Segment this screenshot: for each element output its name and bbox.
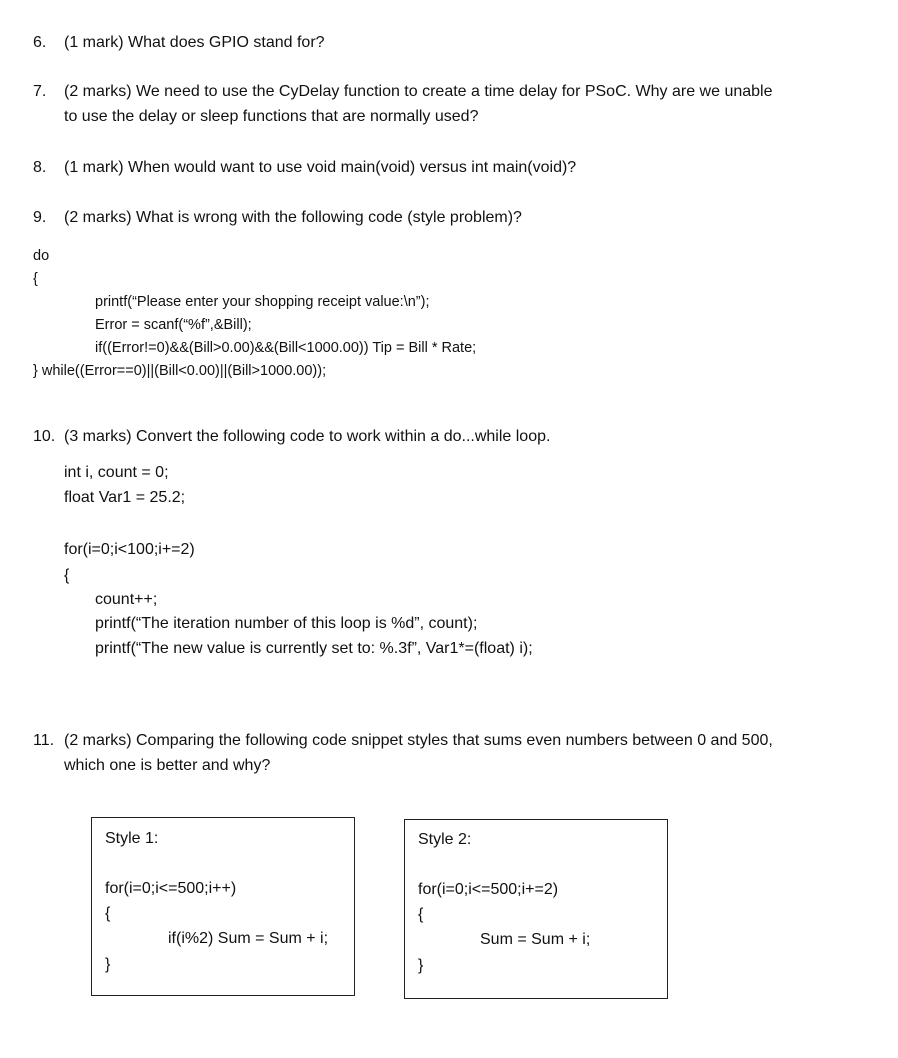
question-text: (3 marks) Convert the following code to work within a do...while loop. (64, 428, 551, 445)
style-2-title: Style 2: (418, 831, 472, 848)
question-text-continued: to use the delay or sleep functions that are normally used? (64, 108, 479, 125)
code-line: printf(“The iteration number of this loop is %d”, count); (95, 615, 478, 632)
code-line: for(i=0;i<100;i+=2) (64, 541, 195, 558)
question-text: (1 mark) When would want to use void main(void) versus int main(void)? (64, 159, 577, 176)
code-line: { (105, 905, 111, 922)
question-number: 6. (33, 34, 47, 51)
question-text: (2 marks) What is wrong with the following code (style problem)? (64, 209, 522, 226)
question-number: 11. (33, 732, 55, 749)
code-line: { (64, 567, 70, 584)
code-line: Error = scanf(“%f”,&Bill); (95, 317, 252, 333)
code-line: printf(“Please enter your shopping receipt value:\n”); (95, 294, 430, 310)
code-line: int i, count = 0; (64, 464, 169, 481)
question-number: 9. (33, 209, 47, 226)
code-line: do (33, 248, 50, 264)
question-number: 10. (33, 428, 56, 445)
style-1-title: Style 1: (105, 830, 159, 847)
code-line: if((Error!=0)&&(Bill>0.00)&&(Bill<1000.00)) Tip = Bill * Rate; (95, 340, 477, 356)
code-line: printf(“The new value is currently set to: %.3f”, Var1*=(float) i); (95, 640, 533, 657)
code-line: } (105, 956, 111, 973)
code-line: float Var1 = 25.2; (64, 489, 186, 506)
style-2-box (404, 819, 668, 999)
code-line: for(i=0;i<=500;i+=2) (418, 881, 559, 898)
question-number: 7. (33, 83, 47, 100)
code-line: } (418, 957, 424, 974)
question-text: (1 mark) What does GPIO stand for? (64, 34, 325, 51)
code-line: count++; (95, 591, 158, 608)
question-text: (2 marks) Comparing the following code snippet styles that sums even numbers between 0 and 500, (64, 732, 773, 749)
code-line: { (33, 271, 38, 287)
code-line: if(i%2) Sum = Sum + i; (168, 930, 329, 947)
code-line: { (418, 906, 424, 923)
question-number: 8. (33, 159, 47, 176)
question-text: (2 marks) We need to use the CyDelay function to create a time delay for PSoC. Why are we unable (64, 83, 773, 100)
code-line: Sum = Sum + i; (480, 931, 591, 948)
code-line: for(i=0;i<=500;i++) (105, 880, 237, 897)
question-text-continued: which one is better and why? (64, 757, 271, 774)
style-1-box (91, 817, 355, 996)
code-line: } while((Error==0)||(Bill<0.00)||(Bill>1000.00)); (33, 363, 327, 379)
